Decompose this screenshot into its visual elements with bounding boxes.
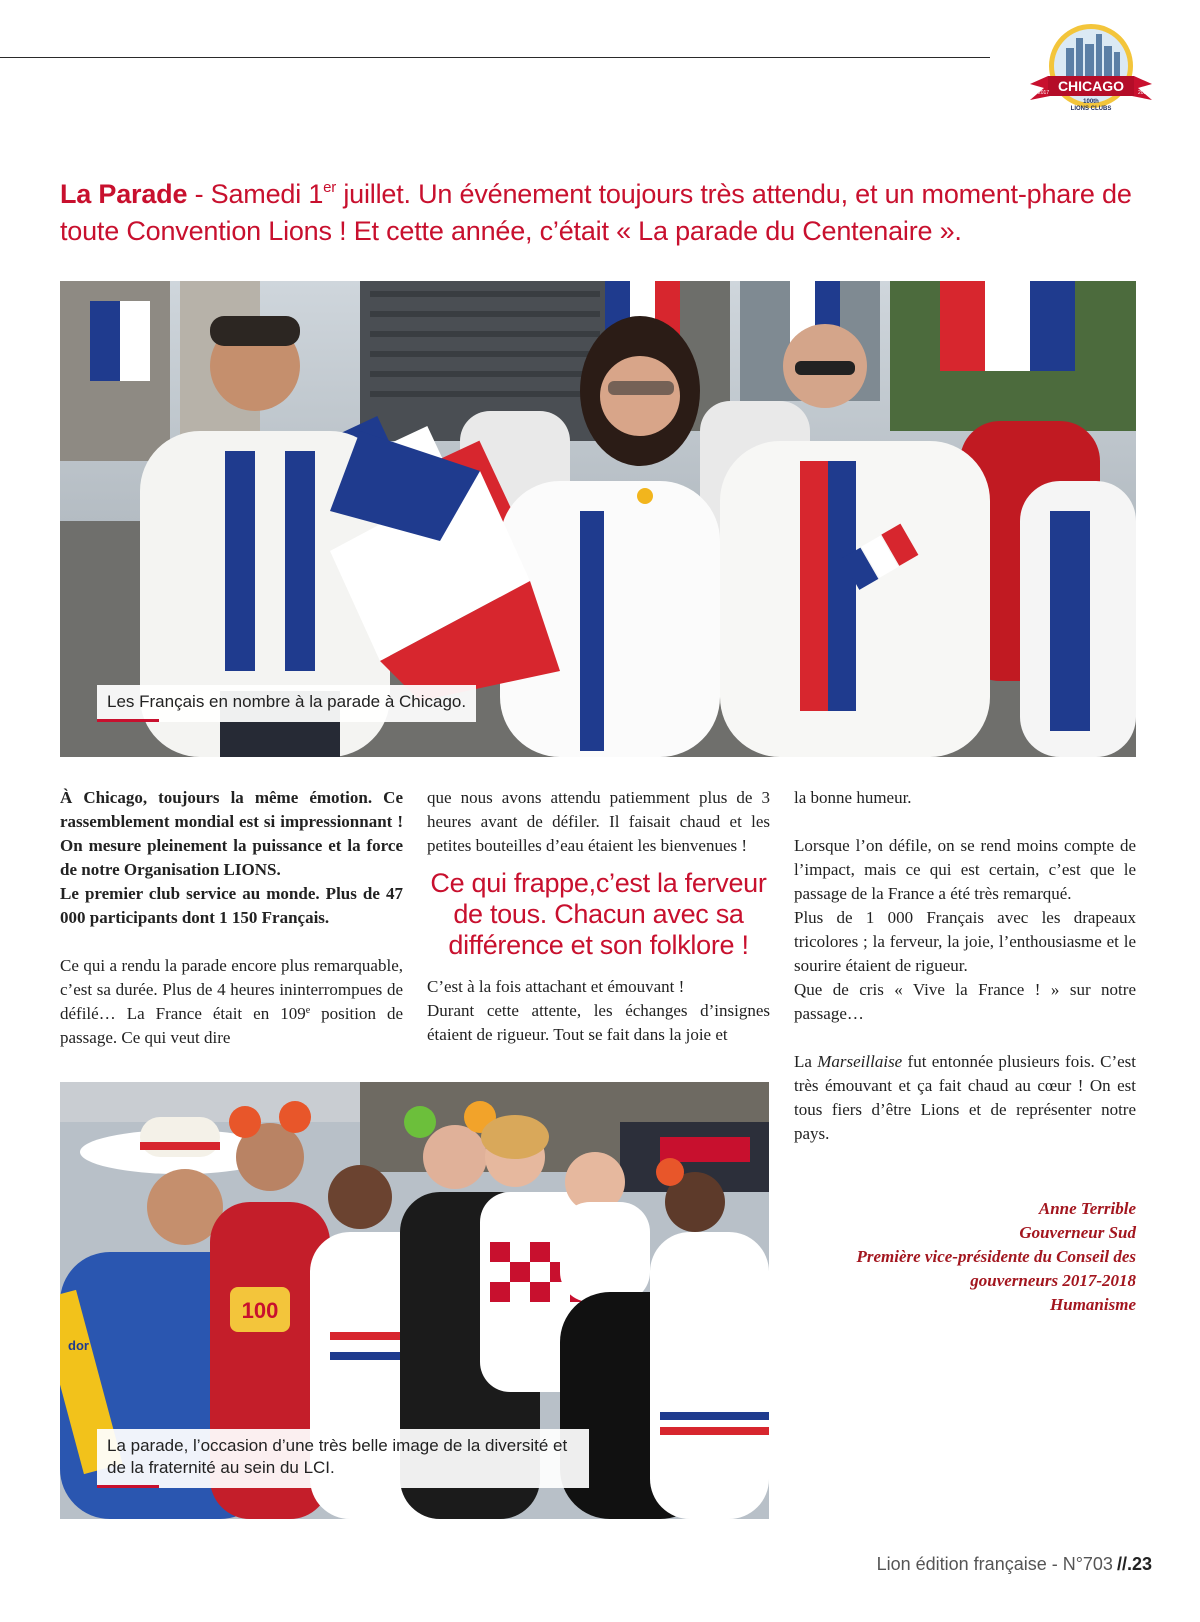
headline-sup: er	[323, 179, 337, 196]
photo2-caption-text: La parade, l’occasion d’une très belle image de la diversité et de la fraternité au sein du LCI.	[107, 1436, 568, 1477]
paragraph-flags: Plus de 1 000 Français avec les drapeaux tricolores ; la ferveur, la joie, l’enthousiasme et le sourire étaient de rigueur.	[794, 908, 1136, 975]
photo1-caption-text: Les Français en nombre à la parade à Chicago.	[107, 692, 467, 711]
publication-name: Lion édition française - N°703	[876, 1554, 1113, 1574]
author-name: Anne Terrible	[1038, 1199, 1136, 1218]
photo1-caption	[97, 685, 476, 722]
author-role-2: Première vice-présidente du Conseil des gouverneurs 2017-2018	[856, 1247, 1136, 1290]
article-column-2	[427, 786, 770, 1047]
svg-text:100th: 100th	[1083, 99, 1099, 105]
photo-french-delegation	[60, 281, 1136, 757]
photo2-caption	[97, 1429, 589, 1488]
paragraph-wait: que nous avons attendu patiemment plus de 3 heures avant de défiler. Il faisait chaud et les petites bouteilles d’eau étaient les bienvenues !	[427, 788, 770, 855]
paragraph-duration-text: Ce qui a rendu la parade encore plus remarquable, c’est sa durée. Plus de 4 heures ininterrompues de défilé… La France était en 109	[60, 956, 403, 1023]
headline-rest: juillet. Un événement toujours très attendu, et un moment-phare de toute Convention Lions ! Et cette année, c’était « La parade du Centenaire ».	[60, 179, 1132, 246]
ordinal-sup: e	[305, 1005, 311, 1016]
marseillaise-text-a: La	[794, 1052, 818, 1071]
footer-slashes: //	[1116, 1554, 1127, 1574]
paragraph-humour: la bonne humeur.	[794, 788, 912, 807]
marseillaise-text-b: fut entonnée plusieurs fois. C’est très émouvant et ça fait chaud au cœur ! On est tous fiers d’être Lions et de représenter notre pays.	[794, 1052, 1136, 1143]
headline	[60, 176, 1150, 250]
caption-accent-bar	[97, 1485, 159, 1488]
svg-text:dor: dor	[68, 1338, 89, 1353]
article-column-3	[794, 786, 1136, 1146]
intro-paragraph-2: Le premier club service au monde. Plus de 47 000 participants dont 1 150 Français.	[60, 884, 403, 927]
article-column-1	[60, 786, 403, 1074]
paragraph-duration	[60, 954, 403, 1050]
author-role-1: Gouverneur Sud	[1019, 1223, 1136, 1242]
author-signature	[794, 1197, 1136, 1317]
paragraph-marseillaise	[794, 1050, 1136, 1146]
intro-paragraph: À Chicago, toujours la même émotion. Ce rassemblement mondial est si impressionnant ! On mesure pleinement la puissance et la force de notre Organisation LIONS.	[60, 788, 403, 879]
page-footer	[877, 1554, 1152, 1575]
photo-diversity-group	[60, 1082, 769, 1519]
marseillaise-title: Marseillaise	[817, 1052, 903, 1071]
svg-text:2017: 2017	[1138, 90, 1150, 96]
headline-lead: La Parade	[60, 179, 188, 209]
svg-text:LIONS CLUBS: LIONS CLUBS	[1070, 106, 1112, 112]
paragraph-pins: Durant cette attente, les échanges d’insignes étaient de rigueur. Tout se fait dans la joie et	[427, 1001, 770, 1044]
page-number: .23	[1126, 1554, 1152, 1574]
paragraph-touching: C’est à la fois attachant et émouvant !	[427, 977, 685, 996]
paragraph-duration-text-end: position de passage. Ce qui veut dire	[60, 1004, 403, 1047]
chicago-centennial-logo	[1028, 22, 1166, 118]
paragraph-cries: Que de cris « Vive la France ! » sur notre passage…	[794, 980, 1136, 1023]
headline-date: - Samedi 1	[187, 179, 324, 209]
caption-accent-bar	[97, 719, 159, 722]
svg-text:2017: 2017	[1038, 90, 1050, 96]
svg-text:CHICAGO: CHICAGO	[1057, 78, 1125, 94]
paragraph-impact: Lorsque l’on défile, on se rend moins compte de l’impact, mais ce qui est certain, c’est que le passage de la France a été très remarqué.	[794, 836, 1136, 903]
author-role-3: Humanisme	[1050, 1295, 1136, 1314]
pull-quote: Ce qui frappe,c’est la ferveur de tous. Chacun avec sa différence et son folklore !	[430, 868, 767, 960]
top-rule	[0, 57, 990, 58]
svg-text:100: 100	[241, 1298, 279, 1323]
